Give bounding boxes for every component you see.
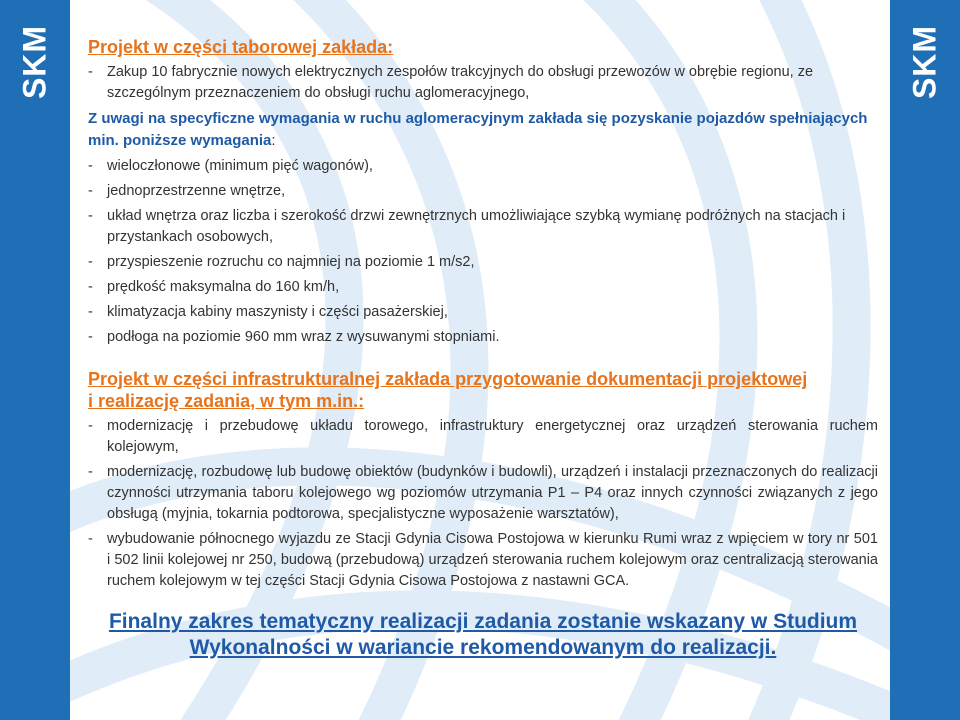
dash-bullet: - [88, 531, 93, 547]
item-text: wybudowanie północnego wyjazdu ze Stacji Gdynia Cisowa Postojowa w kierunku Rumi wraz z wpięciem w tory nr 501 i 502 linii kolejowej nr 250, budową (przebudową) urządzeń sterowania ruchem kolejowym oraz centralizacją sterowania ruchem kolejowym w tej części Stacji Gdynia Cisowa Postojowa z nastawni GCA. [107, 531, 878, 589]
skm-logo-right: SKM [906, 24, 943, 100]
final-line1: Finalny zakres tematyczny realizacji zadania zostanie wskazany w Studium [108, 610, 858, 633]
item-text: układ wnętrza oraz liczba i szerokość drzwi zewnętrznych umożliwiające szybką wymianę podróżnych na stacjach i przystankach osobowych, [107, 208, 846, 245]
section2-title [88, 368, 878, 412]
main-content [88, 36, 878, 592]
section2-title-line2: i realizację zadania, w tym m.in.: [88, 391, 365, 411]
intro-bold-2: poniższe wymagania [123, 132, 272, 149]
item-text: modernizację i przebudowę układu torowego, infrastruktury energetycznej oraz urządzeń sterowania ruchem kolejowym, [107, 418, 878, 455]
item-text: klimatyzacja kabiny maszynisty i części pasażerskiej, [107, 304, 448, 320]
list-item [88, 252, 878, 273]
list-item [88, 277, 878, 298]
item-text: jednoprzestrzenne wnętrze, [107, 183, 286, 199]
final-statement [88, 609, 878, 661]
item-text: Zakup 10 fabrycznie nowych elektrycznych zespołów trakcyjnych do obsługi przewozów w obrębie regionu, ze szczególnym przeznaczeniem do obsługi ruchu aglomeracyjnego, [107, 64, 814, 101]
item-text: podłoga na poziomie 960 mm wraz z wysuwanymi stopniami. [107, 329, 500, 345]
item-text: przyspieszenie rozruchu co najmniej na poziomie 1 m/s2, [107, 254, 475, 270]
list-item [88, 156, 878, 177]
intro-colon: : [271, 132, 276, 149]
list-item [88, 302, 878, 323]
dash-bullet: - [88, 158, 93, 174]
right-sidebar [890, 0, 960, 720]
item-text: modernizację, rozbudowę lub budowę obiektów (budynków i budowli), urządzeń i instalacji przeznaczonych do realizacji czynności utrzymania taboru kolejowego wg poziomów utrzymania P1 – P4 oraz innych czynności związanych z jego obsługą (myjnia, tokarnia podtorowa, specjalistyczne wyposażenie warsztatów), [107, 464, 878, 522]
list-item [88, 62, 878, 104]
item-text: prędkość maksymalna do 160 km/h, [107, 279, 340, 295]
dash-bullet: - [88, 279, 93, 295]
intro-bold: Z uwagi na specyficzne wymagania w ruchu aglomeracyjnym zakłada się pozyskanie pojazdów spełniających min. [88, 110, 868, 149]
list-item [88, 462, 878, 525]
dash-bullet: - [88, 64, 93, 80]
dash-bullet: - [88, 254, 93, 270]
dash-bullet: - [88, 329, 93, 345]
section1-title: Projekt w części taborowej zakłada: [88, 37, 394, 57]
left-sidebar [0, 0, 70, 720]
dash-bullet: - [88, 208, 93, 224]
list-item [88, 416, 878, 458]
final-line2: Wykonalności w wariancie rekomendowanym do realizacji. [189, 636, 777, 659]
skm-logo-left: SKM [16, 24, 53, 100]
list-item [88, 529, 878, 592]
requirements-intro [88, 108, 878, 152]
list-item [88, 327, 878, 348]
dash-bullet: - [88, 418, 93, 434]
dash-bullet: - [88, 183, 93, 199]
list-item [88, 206, 878, 248]
dash-bullet: - [88, 304, 93, 320]
list-item [88, 181, 878, 202]
section2-title-line1: Projekt w części infrastrukturalnej zakłada przygotowanie dokumentacji projektowej [88, 369, 808, 389]
item-text: wieloczłonowe (minimum pięć wagonów), [107, 158, 373, 174]
dash-bullet: - [88, 464, 93, 480]
